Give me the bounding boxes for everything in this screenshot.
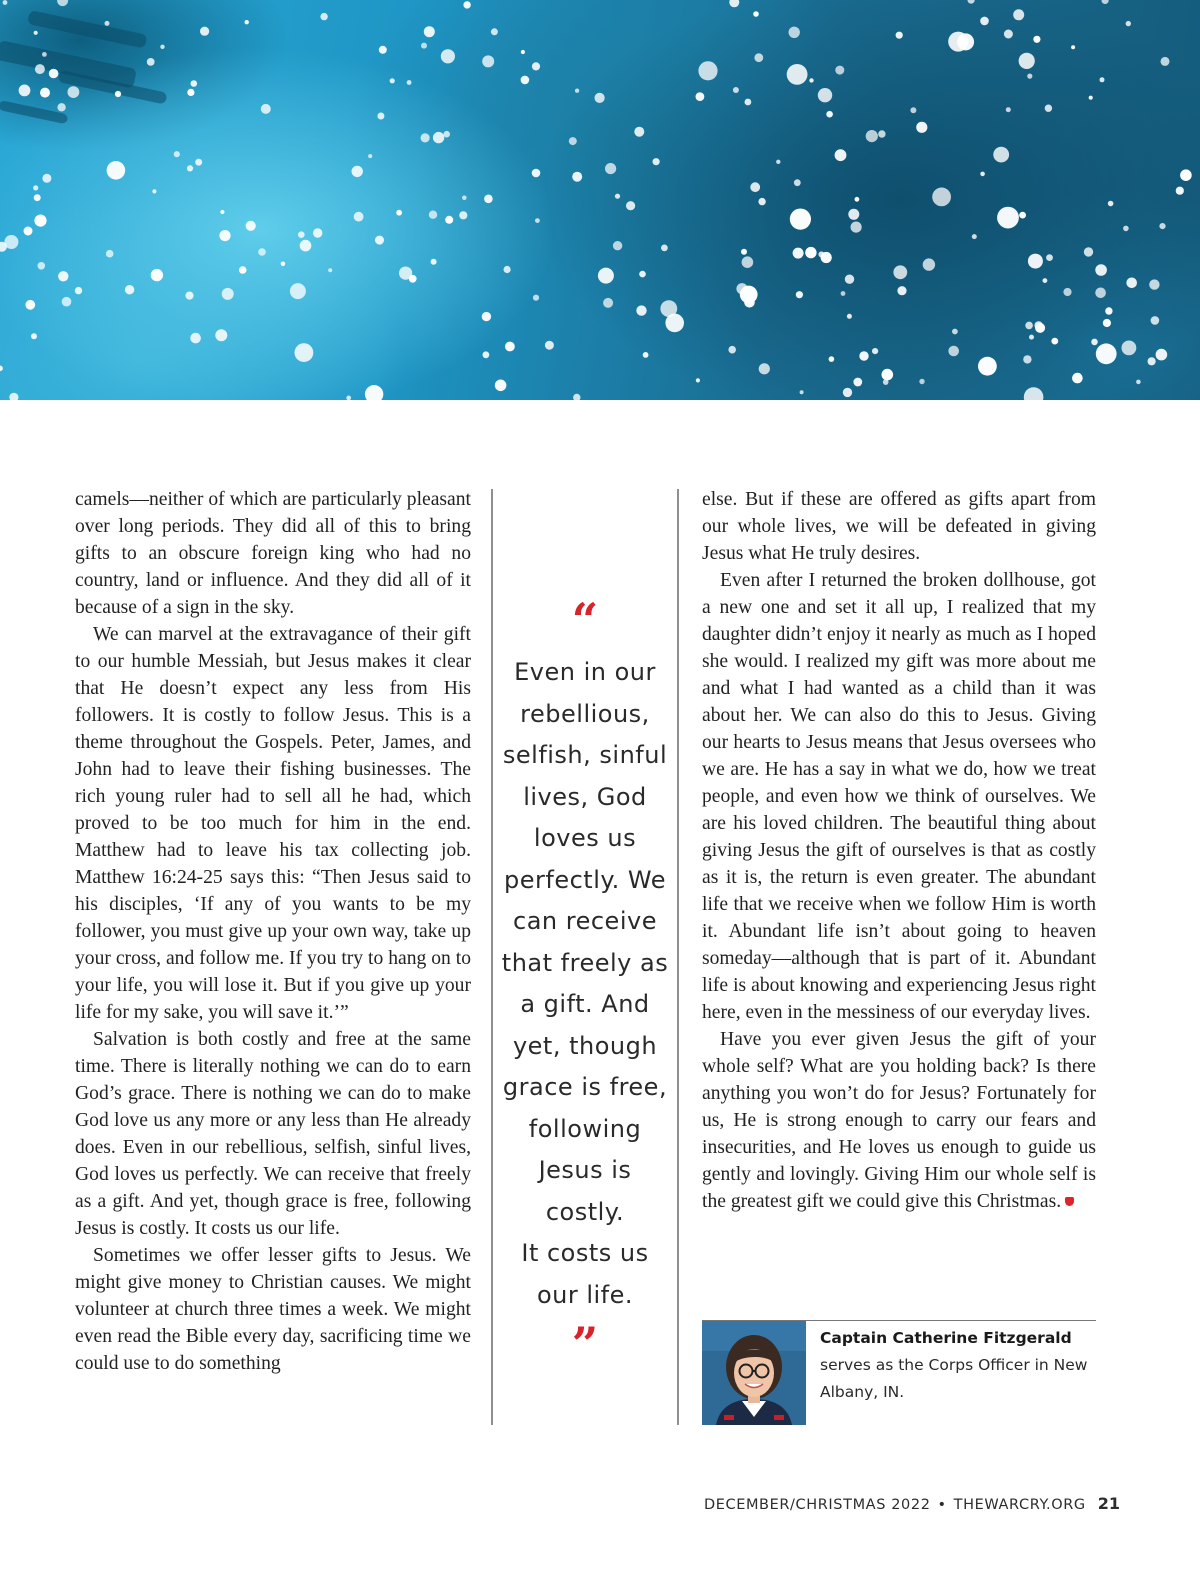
snow-dot <box>125 285 134 294</box>
snow-dot <box>1063 288 1071 296</box>
snow-dot <box>866 130 878 142</box>
snow-dot <box>3 0 8 5</box>
snow-dot <box>835 149 847 161</box>
snow-dot <box>421 133 430 142</box>
snow-dot <box>855 197 860 202</box>
snow-dot <box>187 89 194 96</box>
body-paragraph: camels—neither of which are particularly pleasant over long periods. They did all of this to bring gifts to an obscure foreign king who had no country, land or influence. And they did all of it because of a sign in the sky. <box>75 489 471 618</box>
snow-dot <box>575 89 579 93</box>
snow-dot <box>805 247 816 258</box>
snow-dot <box>916 122 927 133</box>
snow-dot <box>829 356 835 362</box>
snow-dot <box>754 53 763 62</box>
snow-dot <box>484 195 493 204</box>
snow-dot <box>219 230 230 241</box>
snow-dot <box>482 312 491 321</box>
snow-dot <box>793 248 804 259</box>
snow-dot <box>948 346 959 357</box>
snow-dot <box>923 258 935 270</box>
snow-dot <box>878 130 885 137</box>
pull-quote-line: our life. <box>536 1280 634 1309</box>
snow-dot <box>298 231 305 238</box>
snow-dot <box>1136 380 1141 385</box>
snow-dot <box>893 265 907 279</box>
snow-dot <box>354 212 364 222</box>
snow-dot <box>896 32 903 39</box>
pull-quote-line: a gift. And <box>520 990 650 1018</box>
snow-dot <box>463 1 470 8</box>
snow-dot <box>753 11 759 17</box>
snow-dot <box>613 241 622 250</box>
snow-dot <box>1151 316 1160 325</box>
snow-dot <box>147 58 155 66</box>
snow-dot <box>313 228 322 237</box>
snow-dot <box>222 288 234 300</box>
snow-dot <box>1072 373 1083 384</box>
snow-dot <box>826 111 833 118</box>
snow-dot <box>281 262 286 267</box>
snow-dot <box>1019 212 1026 219</box>
snow-dot <box>847 314 852 319</box>
snow-dot <box>295 343 314 362</box>
snow-dot <box>215 329 227 341</box>
snow-dot <box>379 46 387 54</box>
snow-dot <box>1100 77 1105 82</box>
snow-dot <box>1123 226 1129 232</box>
snow-dot <box>368 154 372 158</box>
snow-dot <box>407 80 412 85</box>
snow-dot <box>634 127 644 137</box>
body-paragraph-text: Have you ever given Jesus the gift of your whole self? What are you holding back? Is there anything you won’t do for Jesus? Fortunately for us, He is strong enough to carry our fears and insecurities, and He loves us enough to guide us gently and lovingly. Giving Him our whole self is the greatest gift we could give this Christmas. <box>702 1029 1096 1212</box>
snow-dot <box>968 0 975 4</box>
snow-dot <box>848 209 859 220</box>
snow-dot <box>533 295 539 301</box>
snow-dot <box>742 256 754 268</box>
snow-dot <box>42 52 47 57</box>
snow-dot <box>42 174 51 183</box>
snow-dot <box>1159 223 1165 229</box>
snow-dot <box>152 189 156 193</box>
snow-dot <box>1176 187 1184 195</box>
snow-dot <box>35 64 45 74</box>
pull-quote-line: lives, God <box>523 782 647 811</box>
snow-dot <box>429 211 437 219</box>
snow-dot <box>661 245 668 252</box>
snow-dot <box>1095 288 1106 299</box>
snow-dot <box>521 76 530 85</box>
snow-dot <box>741 249 747 255</box>
snow-dot <box>843 388 852 397</box>
snow-dot <box>0 366 3 372</box>
snow-dot <box>375 236 384 245</box>
snow-dot <box>377 113 384 120</box>
snow-dot <box>872 348 878 354</box>
snow-dot <box>532 169 541 178</box>
snow-dot <box>49 69 59 79</box>
snow-dot <box>841 291 846 296</box>
snow-dot <box>545 341 554 350</box>
snow-dot <box>31 333 37 339</box>
snow-dot <box>105 21 110 26</box>
snow-dot <box>300 240 312 252</box>
snow-dot <box>195 159 202 166</box>
left-column <box>75 486 471 1377</box>
snow-dot <box>535 218 540 223</box>
snow-dot <box>352 166 363 177</box>
snow-dot <box>980 17 989 26</box>
snow-dot <box>1096 343 1117 364</box>
snow-dot <box>185 292 193 300</box>
snow-dot <box>573 394 580 400</box>
snow-dot <box>190 333 201 344</box>
snow-dot <box>758 198 765 205</box>
open-quote-mark: “ <box>571 593 599 647</box>
snow-dot <box>504 266 511 273</box>
snow-dot <box>736 283 747 294</box>
snow-dot <box>57 103 65 111</box>
page-footer <box>704 1494 1120 1513</box>
snow-dot <box>482 55 494 67</box>
snow-dot <box>441 49 455 63</box>
shield-end-mark-icon <box>1065 1197 1074 1206</box>
author-description: serves as the Corps Officer in New Albany, IN. <box>820 1356 1088 1401</box>
snow-dot <box>818 88 832 102</box>
snow-dot <box>1149 279 1159 289</box>
body-paragraph: else. But if these are offered as gifts apart from our whole lives, we will be defeated in giving Jesus what He truly desires. <box>702 489 1096 564</box>
snow-dot <box>40 88 50 98</box>
snow-dot <box>433 132 444 143</box>
snow-dot <box>997 207 1019 229</box>
snow-dot <box>57 0 68 6</box>
snow-dot <box>910 107 916 113</box>
snow-dot <box>639 271 646 278</box>
snow-dot <box>787 64 808 85</box>
snow-dot <box>1105 307 1112 314</box>
snow-dot <box>1089 96 1093 100</box>
snow-dot <box>745 99 752 106</box>
snow-dot <box>58 271 68 281</box>
snow-dot <box>1019 53 1035 69</box>
snow-dot <box>421 43 427 49</box>
brush-stroke <box>0 100 68 124</box>
snow-dot <box>790 209 811 230</box>
snow-dot <box>1034 321 1042 329</box>
body-paragraph: Sometimes we offer lesser gifts to Jesus. We might give money to Christian causes. We might volunteer at church three times a week. We might even read the Bible every day, sacrificing time we could use to do something <box>75 1245 471 1374</box>
snow-dot <box>431 259 437 265</box>
snow-dot <box>328 268 332 272</box>
snow-dot <box>572 172 582 182</box>
snow-dot <box>759 363 770 374</box>
brush-stroke <box>27 10 147 49</box>
snow-dot <box>459 211 467 219</box>
snow-dot <box>33 185 38 190</box>
snow-dot <box>1027 74 1032 79</box>
snow-dot <box>505 342 515 352</box>
pull-quote-line: can receive <box>513 907 657 935</box>
snow-dot <box>728 346 736 354</box>
author-photo <box>702 1321 806 1425</box>
snow-dot <box>68 86 80 98</box>
snow-dot <box>346 396 351 401</box>
snow-dot <box>1006 107 1011 112</box>
snow-dot <box>115 91 121 97</box>
snow-dot <box>853 378 862 387</box>
issue-label: DECEMBER/CHRISTMAS 2022 <box>703 1497 931 1513</box>
right-column <box>702 486 1096 1215</box>
snow-dot <box>851 222 862 233</box>
snow-dot <box>1051 338 1058 345</box>
snow-dot <box>729 0 739 7</box>
snow-dot <box>245 20 249 24</box>
body-paragraph: Salvation is both costly and free at the same time. There is literally nothing we can do to earn God’s grace. There is nothing we can do to make God love us any more or any less than He already does. Even in our rebellious, selfish, sinful lives, God loves us perfectly. We can receive that freely as a gift. And yet, though grace is free, following Jesus is costly. It costs us our life. <box>75 1029 471 1239</box>
snow-dot <box>258 248 266 256</box>
snow-dot <box>859 351 868 360</box>
body-paragraph: We can marvel at the extravagance of their gift to our humble Messiah, but Jesus makes it clear that He doesn’t expect any less from His followers. It is costly to follow Jesus. This is a theme throughout the Gospels. Peter, James, and John had to leave their fishing businesses. The rich young ruler had to sell all he had, which proved to be too much for him in the end. Matthew had to leave his tax collecting job. Matthew 16:24-25 says this: “Then Jesus said to his disciples, ‘If any of you wants to be my follower, you must give up your own way, take up your cross, and follow me. If you try to hang on to your life, you will lose it. But if you give up your life for my sake, you will save it.’” <box>75 624 471 1023</box>
snow-dots <box>0 0 1200 400</box>
snow-dot <box>733 87 739 93</box>
snow-dot <box>750 182 760 192</box>
snow-dot <box>1029 335 1034 340</box>
pull-quote-line: Jesus is <box>538 1156 632 1184</box>
snow-dot <box>261 104 271 114</box>
snow-dot <box>1013 9 1024 20</box>
snow-dot <box>615 194 620 199</box>
snow-dot <box>972 234 977 239</box>
snow-dot <box>993 147 1009 163</box>
snow-dot <box>794 179 801 186</box>
snow-dot <box>605 163 616 174</box>
snow-dot <box>19 85 31 97</box>
snow-dot <box>744 297 755 308</box>
snow-dot <box>1095 264 1107 276</box>
snow-dot <box>569 137 577 145</box>
snow-dot <box>845 275 854 284</box>
snow-dot <box>365 385 383 400</box>
snow-dot <box>1045 105 1052 112</box>
snow-dot <box>1103 319 1111 327</box>
snow-dot <box>835 66 844 75</box>
snow-dot <box>626 201 635 210</box>
snow-dot <box>598 268 614 284</box>
snow-dot <box>776 160 780 164</box>
snow-dot <box>603 298 613 308</box>
snow-dot <box>34 31 38 35</box>
author-name: Captain Catherine Fitzgerald <box>820 1329 1072 1347</box>
snow-dot <box>643 352 649 358</box>
snow-dot <box>897 286 906 295</box>
snow-dot <box>34 194 41 201</box>
snow-dot <box>106 250 114 258</box>
snow-dot <box>978 357 997 376</box>
snow-dot <box>246 221 256 231</box>
pull-quote-line: perfectly. We <box>504 865 666 894</box>
snow-dot <box>796 291 803 298</box>
snow-dot <box>443 131 450 138</box>
snow-dot <box>390 78 395 83</box>
author-bio <box>820 1325 1096 1406</box>
snow-dot <box>1043 278 1048 283</box>
snow-dot <box>665 314 684 333</box>
body-paragraph: Even after I returned the broken dollhouse, got a new one and set it all up, I realized that my daughter didn’t enjoy it nearly as much as I hoped she would. I realized my gift was more about me and what I had wanted as a child than it was about her. We can also do this to Jesus. Giving our hearts to Jesus means that Jesus oversees who we are. He has a say in what we do, how we treat people, and even how we think of ourselves. We are his loved children. The beautiful thing about giving Jesus the gift of ourselves is that as costly as it is, the return is even greater. The abundant life that we receive when we follow Him is worth it. Abundant life isn’t about going to heaven someday—although that is part of it. Abundant life is about knowing and experiencing Jesus right here, even in the messiness of our everyday lives. <box>702 570 1096 1023</box>
snow-dot <box>151 269 163 281</box>
snow-dot <box>882 369 894 381</box>
snow-dot <box>800 390 804 394</box>
snow-dot <box>320 13 327 20</box>
snow-dot <box>290 283 306 299</box>
body-paragraph <box>702 1026 1096 1215</box>
snow-dot <box>25 300 35 310</box>
snow-dot <box>1023 355 1031 363</box>
snow-dot <box>445 216 453 224</box>
snow-dot <box>653 158 660 165</box>
snow-dot <box>1071 45 1075 49</box>
pull-quote-line: that freely as <box>501 948 669 977</box>
snow-dot <box>1126 278 1137 289</box>
snow-dot <box>1033 36 1040 43</box>
snow-dot <box>24 227 33 236</box>
page-number: 21 <box>1097 1494 1120 1513</box>
footer-separator: • <box>937 1497 947 1513</box>
pull-quote-line: yet, though <box>512 1031 658 1060</box>
snow-dot <box>698 61 717 80</box>
snow-dot <box>34 215 46 227</box>
snow-dot <box>696 378 700 382</box>
author-portrait-illustration <box>702 1321 806 1425</box>
site-label: THEWARCRY.ORG <box>953 1497 1086 1513</box>
snow-dot <box>532 62 540 70</box>
snow-dot <box>38 262 46 270</box>
snow-dot <box>200 27 209 36</box>
snow-dot <box>821 252 832 263</box>
snow-dot <box>1180 169 1192 181</box>
snow-dot <box>409 275 417 283</box>
snow-dot <box>1004 30 1013 39</box>
pull-quote-line: following <box>528 1114 642 1143</box>
snow-dot <box>220 210 224 214</box>
snow-dot <box>1102 0 1109 4</box>
pull-quote-line: costly. <box>545 1197 625 1226</box>
snow-dot <box>789 27 800 38</box>
snow-dot <box>9 393 18 400</box>
snow-dot <box>1046 254 1053 261</box>
snow-dot <box>636 305 646 315</box>
snow-dot <box>1161 57 1170 66</box>
hero-illustration <box>0 0 1200 400</box>
snow-dot <box>1025 322 1033 330</box>
snow-dot <box>424 26 435 37</box>
snow-dot <box>160 45 164 49</box>
snow-dot <box>1084 247 1093 256</box>
pull-quote-line: rebellious, <box>520 699 650 728</box>
snow-dot <box>491 28 498 35</box>
snow-dot <box>595 93 605 103</box>
pull-quote-line: selfish, sinful <box>502 741 668 769</box>
snow-dot <box>495 380 507 392</box>
snow-dot <box>809 78 813 82</box>
pull-quote <box>494 593 676 1371</box>
snow-dot <box>483 351 490 358</box>
snow-dot <box>919 379 924 384</box>
snow-dot <box>1156 349 1168 361</box>
snow-dot <box>1108 201 1114 207</box>
snow-dot <box>980 172 985 177</box>
snow-dot <box>1091 339 1098 346</box>
snow-dot <box>107 161 126 180</box>
snow-dot <box>4 235 18 249</box>
snow-dot <box>952 329 958 335</box>
snow-dot <box>1148 357 1156 365</box>
pull-quote-line: loves us <box>533 824 637 852</box>
snow-dot <box>1024 387 1044 400</box>
snow-dot <box>174 151 180 157</box>
pull-quote-line: grace is free, <box>502 1073 668 1101</box>
snow-dot <box>462 196 467 201</box>
pull-quote-text <box>494 652 676 1316</box>
pull-quote-right-rule <box>677 489 679 1425</box>
snow-dot <box>239 266 247 274</box>
pull-quote-left-rule <box>491 489 493 1425</box>
snow-dot <box>521 50 525 54</box>
snow-dot <box>62 297 72 307</box>
snow-dot <box>191 80 198 87</box>
snow-dot <box>1122 341 1137 356</box>
close-quote-mark: ” <box>571 1317 599 1371</box>
snow-dot <box>957 33 974 50</box>
snow-dot <box>696 92 705 101</box>
snow-dot <box>932 188 951 207</box>
snow-dot <box>187 165 193 171</box>
snow-dot <box>396 210 402 216</box>
snow-dot <box>1028 254 1043 269</box>
snow-dot <box>1126 21 1131 26</box>
pull-quote-line: It costs us <box>521 1239 649 1267</box>
snow-dot <box>75 287 82 294</box>
pull-quote-line: Even in our <box>514 658 656 686</box>
